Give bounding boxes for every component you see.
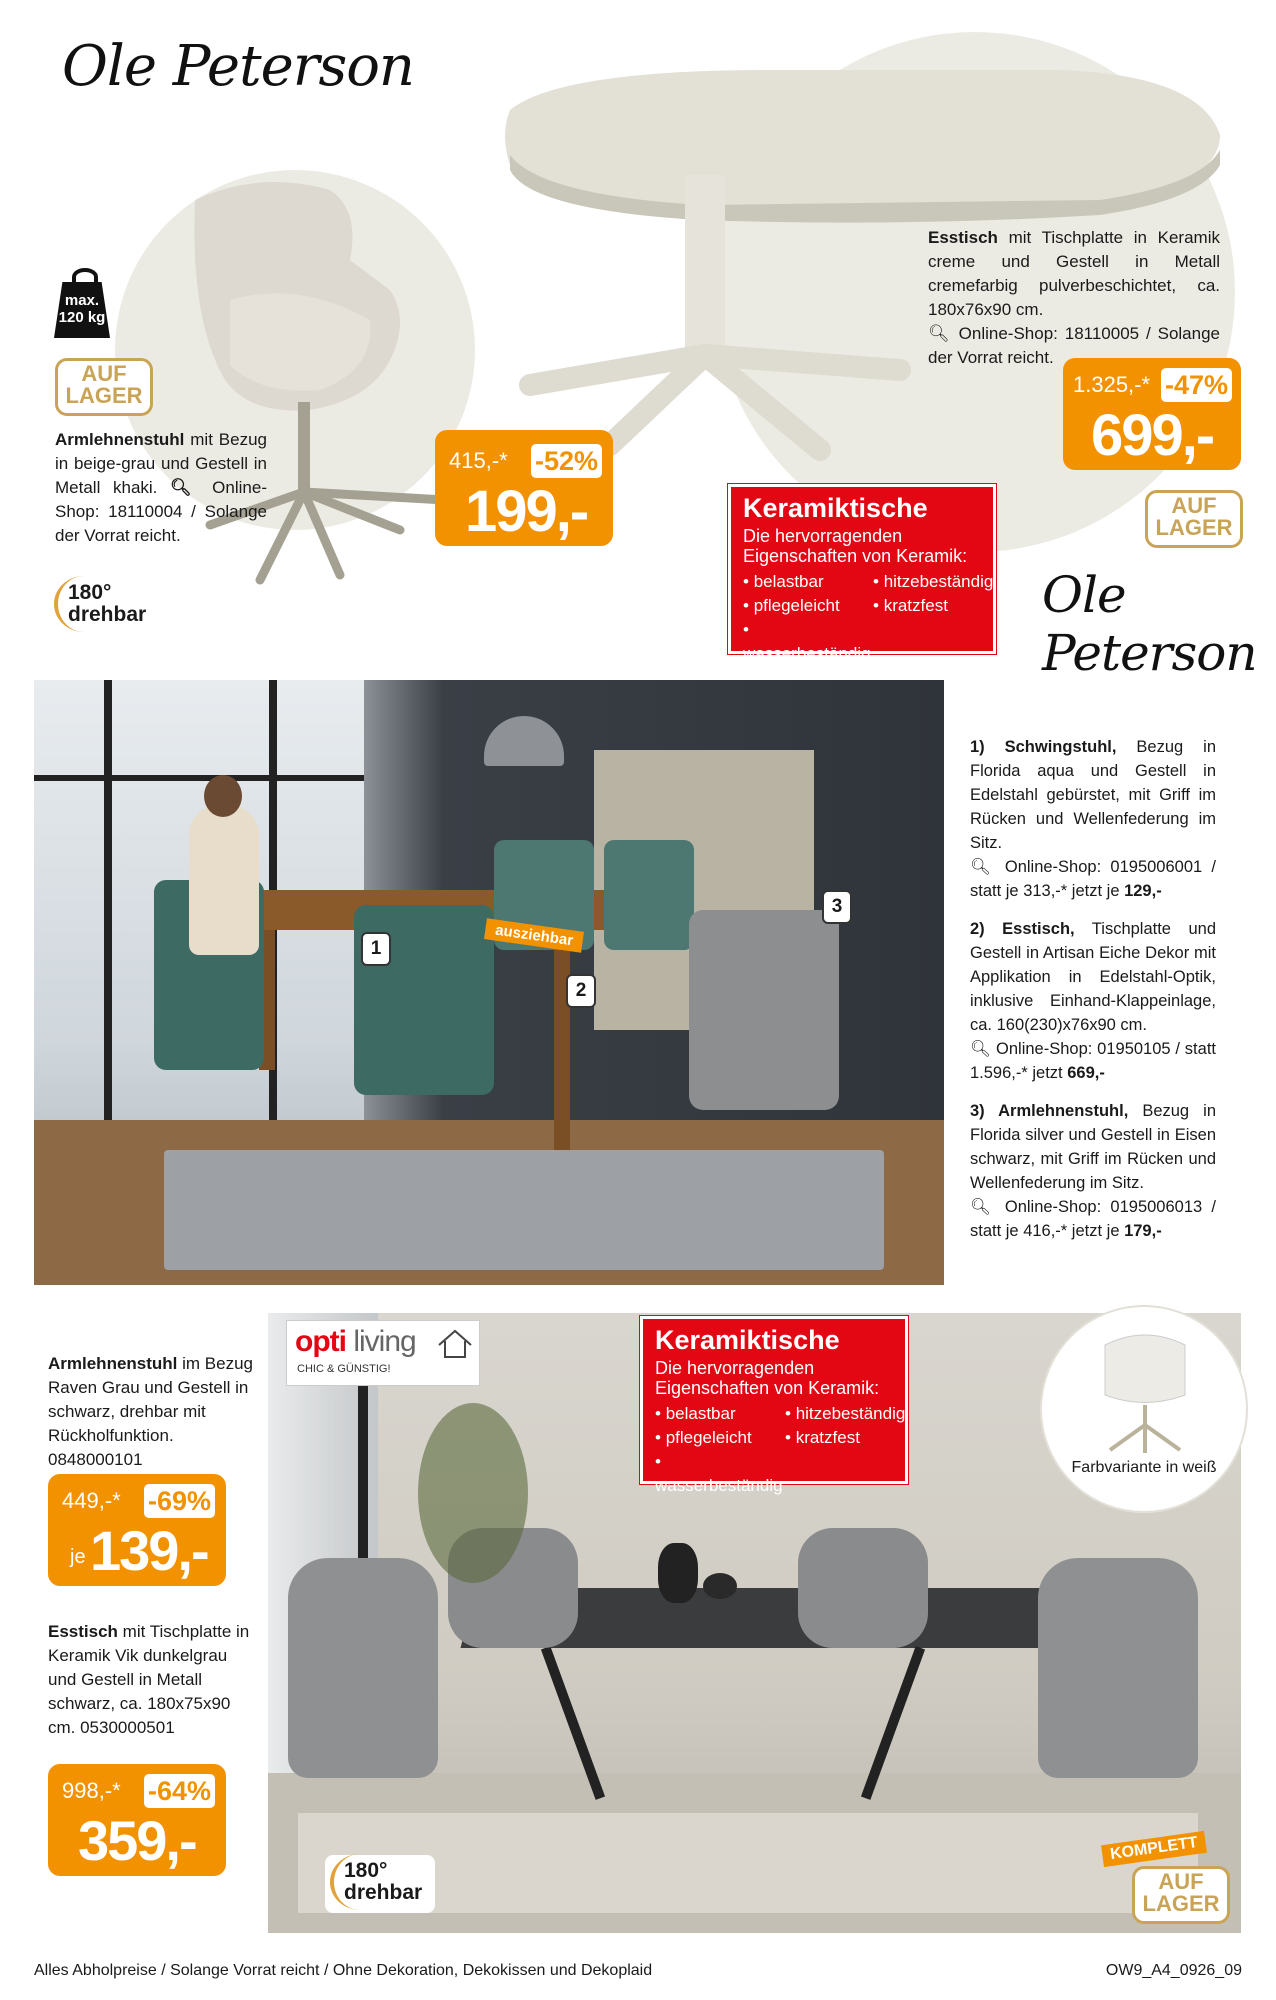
keramik-prop: • belastbar bbox=[743, 572, 824, 591]
chair-bottom-text: im Bezug Raven Grau und Gestell in schwarz, drehbar mit Rückholfunktion. 0848000101 bbox=[48, 1354, 253, 1469]
keramik-prop: • wasserbeständig bbox=[743, 620, 871, 663]
footer-disclaimer: Alles Abholpreise / Solange Vorrat reicht / Ohne Dekoration, Dekokissen und Dekoplaid bbox=[34, 1962, 653, 1979]
in-stock-line1: AUF bbox=[1158, 1869, 1204, 1894]
keramik-info-box-bottom bbox=[640, 1316, 908, 1495]
footer-code: OW9_A4_0926_09 bbox=[1105, 1962, 1242, 1979]
chair-top-description bbox=[55, 428, 267, 548]
old-price: 1.325,-* bbox=[1073, 372, 1151, 397]
item-number-2: 2 bbox=[566, 974, 596, 1008]
current-price: 199,- bbox=[465, 479, 588, 544]
search-icon: 🔍︎ bbox=[970, 1198, 996, 1216]
keramik-prop: • kratzfest bbox=[873, 596, 948, 615]
opti-tagline: CHIC & GÜNSTIG! bbox=[297, 1363, 391, 1375]
old-price: 415,-* bbox=[449, 448, 508, 473]
keramik-prop: • wasserbeständig bbox=[655, 1452, 783, 1495]
keramik-prop: • hitzebeständig bbox=[873, 572, 994, 591]
dining-room-photo-middle bbox=[34, 680, 944, 1285]
rotate-arc-icon bbox=[330, 1854, 390, 1910]
price-box-table-bottom bbox=[48, 1764, 226, 1876]
in-stock-line2: LAGER bbox=[1142, 1891, 1220, 1916]
search-icon: 🔍︎ bbox=[170, 478, 200, 497]
rotate-text: drehbar bbox=[68, 603, 147, 626]
ausziehbar-label: ausziehbar bbox=[484, 918, 584, 952]
weight-line2: 120 kg bbox=[58, 309, 106, 326]
rotate-text: drehbar bbox=[344, 1881, 423, 1904]
in-stock-badge-bottom bbox=[1132, 1866, 1230, 1924]
table-bottom-text: mit Tischplatte in Keramik Vik dunkelgrau und Gestell in Metall schwarz, ca. 180x75x90 cm. 0530000501 bbox=[48, 1622, 250, 1737]
white-chair-image bbox=[1090, 1325, 1200, 1455]
keramik-prop: • kratzfest bbox=[785, 1428, 860, 1447]
search-icon: 🔍︎ bbox=[970, 1040, 992, 1058]
item-number-3: 3 bbox=[822, 890, 852, 924]
house-icon bbox=[437, 1327, 473, 1359]
old-price: 998,-* bbox=[62, 1778, 121, 1803]
middle-item-3: 3) Armlehnenstuhl, Bezug in Florida silver und Gestell in Eisen schwarz, mit Griff im Rücken und Wellenfederung im Sitz. 🔍︎ Online-Shop: 0195006013 / statt je 416,-* jetzt je 179,- bbox=[970, 1102, 1216, 1240]
table-bottom-description bbox=[48, 1620, 254, 1740]
living-word: living bbox=[353, 1325, 416, 1358]
price-box-table-top bbox=[1063, 358, 1241, 470]
in-stock-line2: LAGER bbox=[65, 383, 143, 408]
opti-living-logo bbox=[286, 1320, 480, 1386]
brand-logo-top: Ole Peterson bbox=[62, 34, 414, 99]
in-stock-badge-top-right bbox=[1145, 490, 1243, 548]
price-box-chair-top bbox=[435, 430, 613, 546]
rotate-arc-icon bbox=[54, 576, 114, 632]
opti-word: opti bbox=[295, 1325, 346, 1358]
discount-badge: -64% bbox=[144, 1774, 215, 1808]
current-price: 359,- bbox=[78, 1809, 196, 1872]
keramik-subtitle: Die hervorragenden Eigenschaften von Keramik: bbox=[655, 1358, 880, 1398]
middle-item-1: 1) Schwingstuhl, Bezug in Florida aqua und Gestell in Edelstahl gebürstet, mit Griff im Rücken und Wellenfederung im Sitz. 🔍︎ Online-Shop: 0195006001 / statt je 313,-* jetzt je 129,- bbox=[970, 738, 1217, 900]
je-label: je bbox=[70, 1546, 86, 1568]
keramik-info-box-top bbox=[728, 484, 996, 663]
keramik-title: Keramiktische bbox=[655, 1325, 840, 1355]
keramik-subtitle: Die hervorragenden Eigenschaften von Keramik: bbox=[743, 526, 968, 566]
in-stock-line1: AUF bbox=[81, 361, 127, 386]
old-price: 449,-* bbox=[62, 1488, 121, 1513]
price-box-chair-bottom bbox=[48, 1474, 226, 1586]
chair-bottom-name: Armlehnenstuhl bbox=[48, 1354, 178, 1373]
color-variant-circle bbox=[1040, 1305, 1248, 1513]
discount-badge: -52% bbox=[531, 444, 602, 478]
color-variant-label: Farbvariante in weiß bbox=[1071, 1459, 1217, 1476]
table-top-text: mit Tischplatte in Keramik creme und Gestell in Metall cremefarbig pulverbeschichtet, ca. 180x76x90 cm. bbox=[928, 228, 1220, 319]
chair-top-text: mit Bezug in beige-grau und Gestell in Metall khaki. bbox=[55, 430, 267, 497]
in-stock-line1: AUF bbox=[1171, 493, 1217, 518]
table-top-shop: Online-Shop: 18110005 / Solange der Vorrat reicht. bbox=[928, 324, 1220, 367]
table-bottom-name: Esstisch bbox=[48, 1622, 118, 1641]
table-top-description bbox=[928, 226, 1220, 370]
rotate-180-badge-bottom bbox=[344, 1860, 422, 1904]
keramik-prop: • hitzebeständig bbox=[785, 1404, 906, 1423]
keramik-prop: • belastbar bbox=[655, 1404, 736, 1423]
weight-line1: max. bbox=[64, 292, 100, 309]
middle-item-2: 2) Esstisch, Tischplatte und Gestell in Artisan Eiche Dekor mit Applikation in Edelstahl-Optik, inklusive Einhand-Klappeinlage, ca. 160(230)x76x90 cm. 🔍︎ Online-Shop: 01950105 / statt 1.596,-* jetzt 669,- bbox=[970, 920, 1216, 1082]
keramik-prop: • pflegeleicht bbox=[655, 1428, 752, 1447]
weight-icon bbox=[52, 268, 112, 340]
keramik-prop: • pflegeleicht bbox=[743, 596, 840, 615]
discount-badge: -47% bbox=[1161, 368, 1232, 402]
chair-top-name: Armlehnenstuhl bbox=[55, 430, 185, 449]
rotate-180-badge-top bbox=[68, 582, 146, 626]
in-stock-badge-top-left bbox=[55, 358, 153, 416]
rotate-degrees: 180° bbox=[344, 1859, 388, 1882]
current-price: 139,- bbox=[90, 1519, 208, 1582]
search-icon: 🔍︎ bbox=[970, 858, 996, 876]
discount-badge: -69% bbox=[144, 1484, 215, 1518]
keramik-title: Keramiktische bbox=[743, 493, 928, 523]
search-icon: 🔍︎ bbox=[928, 324, 952, 343]
table-top-name: Esstisch bbox=[928, 228, 998, 247]
current-price: 699,- bbox=[1091, 403, 1214, 468]
rotate-degrees: 180° bbox=[68, 581, 112, 604]
komplett-label: KOMPLETT bbox=[1101, 1831, 1207, 1867]
in-stock-line2: LAGER bbox=[1155, 515, 1233, 540]
middle-items-list bbox=[970, 735, 1216, 1243]
chair-top-shop: Online-Shop: 18110004 / Solange der Vorrat reicht. bbox=[55, 478, 267, 545]
item-number-1: 1 bbox=[361, 932, 391, 966]
brand-logo-mid: Ole Peterson bbox=[1042, 566, 1257, 682]
chair-bottom-description bbox=[48, 1352, 254, 1472]
